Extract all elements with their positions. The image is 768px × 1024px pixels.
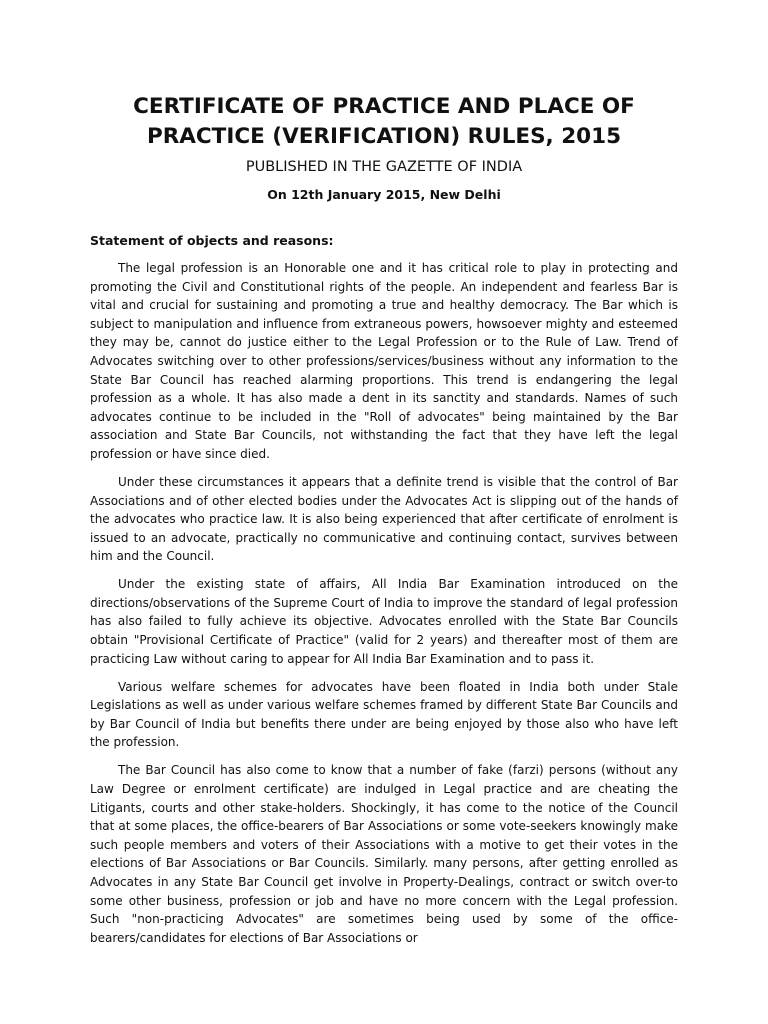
body-text [90,259,678,957]
paragraph-3: Under the existing state of affairs, All India Bar Examination introduced on the directions/observations of the Supreme Court of India to improve the standard of legal profession has also failed to fully achieve its objective. Advocates enrolled with the State Bar Councils obtain "Provisional Certificate of Practice" (valid for 2 years) and thereafter most of them are practicing Law without caring to appear for All India Bar Examination and to pass it. [90,577,678,666]
document-title-line-2: PRACTICE (VERIFICATION) RULES, 2015 [146,124,622,149]
paragraph-4: Various welfare schemes for advocates have been floated in India both under Stale Legislations as well as under various welfare schemes framed by different State Bar Councils and by Bar Council of India but benefits there under are being enjoyed by those also who have left the profession. [90,679,678,750]
document-title [90,92,678,152]
paragraph-1: The legal profession is an Honorable one and it has critical role to play in protecting and promoting the Civil and Constitutional rights of the people. An independent and fearless Bar is vital and crucial for sustaining and promoting a true and healthy democracy. The Bar which is subject to manipulation and influence from extraneous powers, howsoever mighty and esteemed they may be, cannot do justice either to the Legal Profession or to the Rule of Law. Trend of Advocates switching over to other professions/services/business without any information to the State Bar Council has reached alarming proportions. This trend is endangering the legal profession as a whole. It has also made a dent in its sanctity and standards. Names of such advocates continue to be included in the "Roll of advocates" being maintained by the Bar association and State Bar Councils, not withstanding the fact that they have left the legal profession or have since died. [90,261,678,461]
gazette-subtitle: PUBLISHED IN THE GAZETTE OF INDIA [245,159,523,175]
paragraph-2: Under these circumstances it appears that a definite trend is visible that the control of Bar Associations and of other elected bodies under the Advocates Act is slipping out of the hands of the advocates who practice law. It is also being experienced that after certificate of enrolment is issued to an advocate, practically no communicative and continuing contact, survives between him and the Council. [90,474,678,564]
publication-dateline: On 12th January 2015, New Delhi [267,187,501,202]
document-title-line-1: CERTIFICATE OF PRACTICE AND PLACE OF [133,94,635,119]
paragraph-5: The Bar Council has also come to know that a number of fake (farzi) persons (without any Law Degree or enrolment certificate) are indulged in Legal practice and are cheating the Litigants, courts and other stake-holders. Shockingly, it has come to the notice of the Council that at some places, the office-bearers of Bar Associations or some vote-seekers knowingly make such people members and voters of their Associations with a motive to get their votes in the elections of Bar Associations or Bar Councils. Similarly. many persons, after getting enrolled as Advocates in any State Bar Council get involve in Property-Dealings, contract or switch over-to some other business, profession or job and have no more concern with the Legal profession. Such "non-practicing Advocates" are sometimes being used by some of the office-bearers/candidates for elections of Bar Associations or [90,763,678,945]
section-heading: Statement of objects and reasons: [90,233,334,248]
